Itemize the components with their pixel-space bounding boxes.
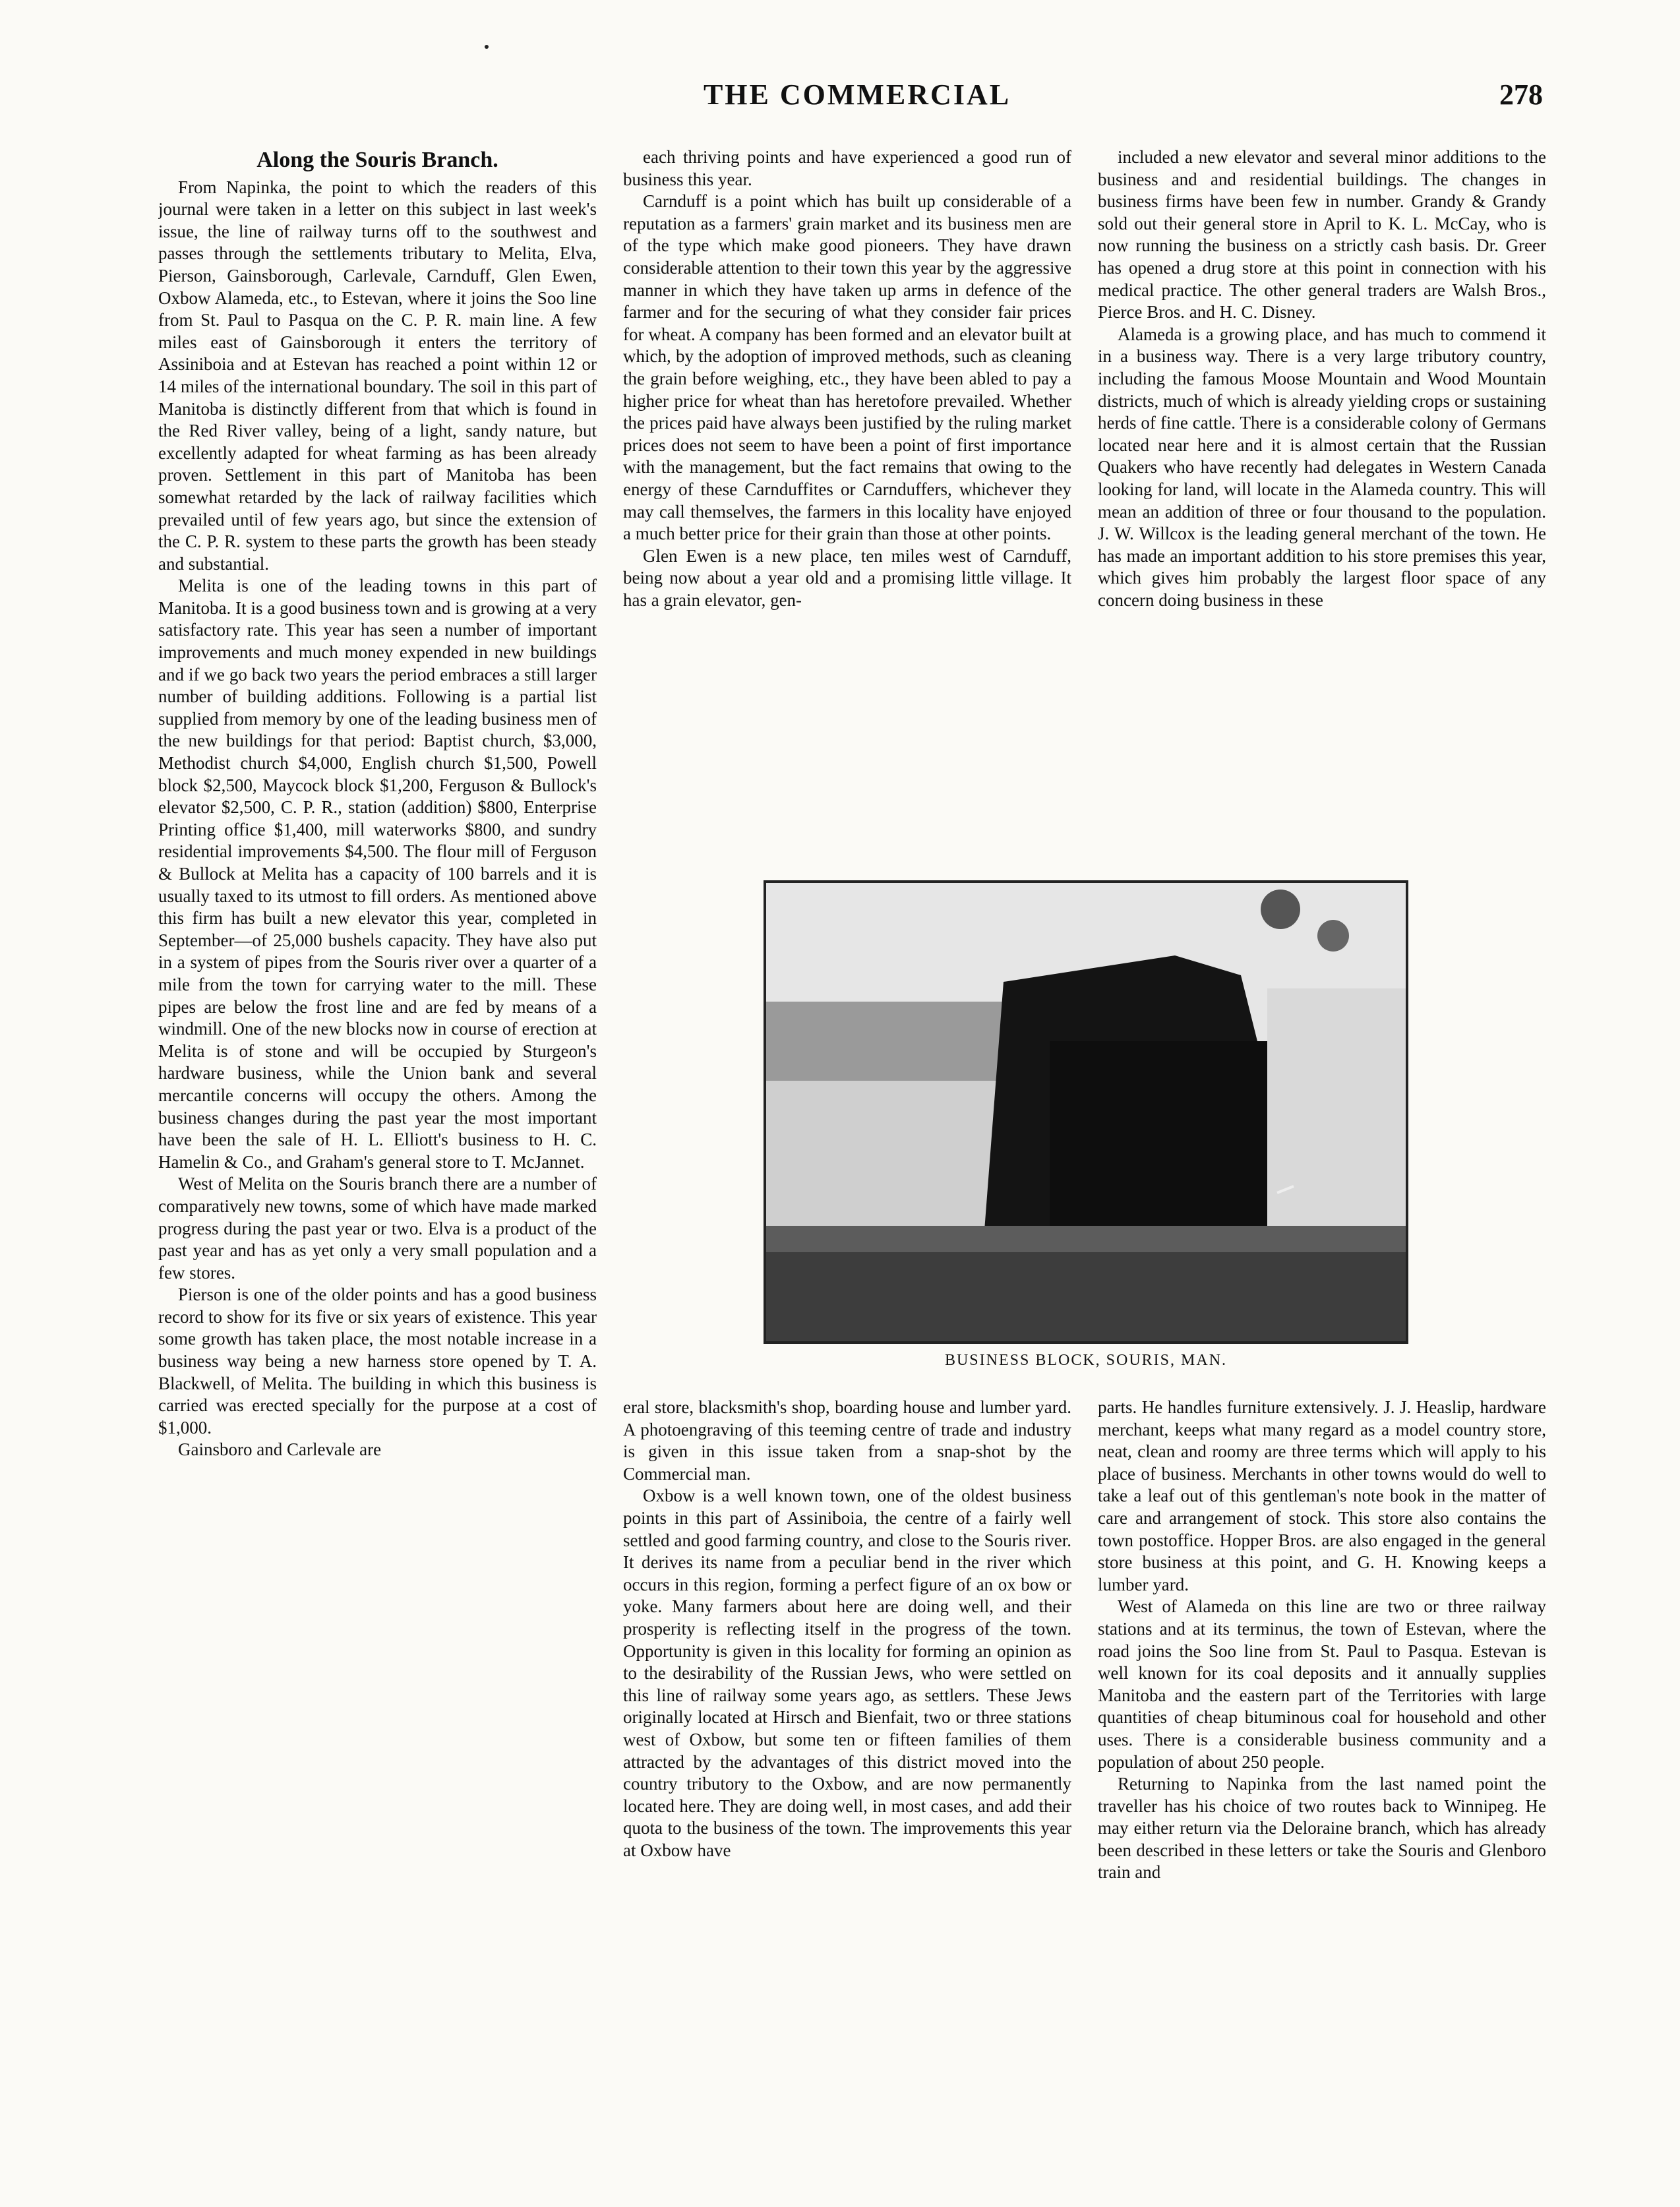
paragraph: Carnduff is a point which has built up considerable of a reputation as a farmers' grain market and its business men are of the type which make good pioneers. They have drawn considerable attention to their town this year by the aggressive manner in which they have taken up arms in defence of the farmer and for the securing of what they consider fair prices for wheat. A company has been formed and an elevator built at which, by the adoption of improved methods, such as cleaning the grain before weighing, etc., they have been abled to pay a higher price for wheat than has heretofore prevailed. Whether the prices paid have always been justified by the ruling market prices does not seem to have been a point of first importance with the management, but the fact remains that owing to the energy of these Carnduffites or Carnduffers, whichever they may call themselves, the farmers in this locality have enjoyed a much better price for their grain than those at other points.	[623, 191, 1071, 544]
paragraph: each thriving points and have experienced a good run of business this year.	[623, 147, 1071, 189]
paragraph: Oxbow is a well known town, one of the oldest business points in this part of Assiniboia, the centre of a fairly well settled and good farming country, and close to the Souris river. It derives its name from a peculiar bend in the river which occurs in this region, forming a perfect figure of an ox bow or yoke. Many farmers about here are doing well, and their prosperity is reflecting itself in the progress of the town. Opportunity is given in this locality for forming an opinion as to the desirability of the Russian Jews, who were settled on this line of railway some years ago, as settlers. These Jews originally located at Hirsch and Bienfait, two or three stations west of Oxbow, but some ten or fifteen families of them attracted by the advantages of this district moved into the country tributory to the Oxbow, and are now permanently located here. They are doing well, in most cases, and add their quota to the business of the town. The improvements this year at Oxbow have	[623, 1486, 1071, 1860]
photo-business-block	[764, 880, 1408, 1344]
paragraph: Pierson is one of the older points and has a good business record to show for its five or six years of existence. This year some growth has taken place, the most notable increase in a business way being a new harness store opened by T. A. Blackwell, of Melita. The building in which this business is carried was erected specially for the purpose at a cost of $1,000.	[158, 1285, 597, 1437]
column-right-top	[1098, 146, 1546, 885]
paragraph: West of Alameda on this line are two or three railway stations and at its terminus, the town of Estevan, where the road joins the Soo line from St. Paul to Pasqua. Estevan is well known for its coal deposits and it annually supplies Manitoba and the eastern part of the Territories with large quantities of cheap bituminous coal for household and other uses. There is a considerable business community and a population of about 250 people.	[1098, 1596, 1546, 1772]
ink-speck	[485, 45, 489, 49]
column-middle-bottom	[623, 1397, 1071, 2162]
column-middle-top	[623, 146, 1071, 885]
column-left	[158, 146, 597, 2161]
paragraph: Alameda is a growing place, and has much to commend it in a business way. There is a very large tributory country, including the famous Moose Mountain and Wood Mountain districts, much of which is already yielding crops or sustaining herds of fine cattle. There is a considerable colony of Germans located near here and it is almost certain that the Russian Quakers who have recently had delegates in Western Canada looking for land, will locate in the Alameda country. This will mean an addition of three or four thousand to the population. J. W. Willcox is the leading general merchant of the town. He has made an important addition to his store premises this year, which gives him probably the largest floor space of any concern doing business in these	[1098, 324, 1546, 610]
column-right-bottom	[1098, 1397, 1546, 2162]
paragraph: Gainsboro and Carlevale are	[178, 1439, 382, 1460]
paragraph: West of Melita on the Souris branch there are a number of comparatively new towns, some of which have made marked progress during the past year or two. Elva is a product of the past year and has as yet only a very small population and a few stores.	[158, 1174, 597, 1283]
photo-illustration	[766, 883, 1406, 1341]
page-number: 278	[1499, 78, 1543, 111]
article-headline: Along the Souris Branch.	[256, 148, 498, 172]
masthead-title: THE COMMERCIAL	[703, 78, 1011, 111]
paragraph: Glen Ewen is a new place, ten miles west of Carnduff, being now about a year old and a promising little village. It has a grain elevator, gen-	[623, 545, 1071, 610]
paragraph: From Napinka, the point to which the readers of this journal were taken in a letter on this subject in last week's issue, the line of railway turns off to the southwest and passes through the settlements tributary to Melita, Elva, Pierson, Gainsborough, Carlevale, Carnduff, Glen Ewen, Oxbow Alameda, etc., to Estevan, where it joins the Soo line from St. Paul to Pasqua on the C. P. R. main line. A few miles east of Gainsborough it enters the territory of Assiniboia and at Estevan has reached a point within 12 or 14 miles of the international boundary. The soil in this part of Manitoba is distinctly different from that which is found in the Red River valley, being of a light, sandy nature, but excellently adapted for wheat farming as has been already proven. Settlement in this part of Manitoba has been somewhat retarded by the lack of railway facilities which prevailed until of few years ago, but since the extension of the C. P. R. system to these parts the growth has been steady and substantial.	[158, 177, 597, 574]
photo-caption: BUSINESS BLOCK, SOURIS, MAN.	[944, 1352, 1228, 1369]
paragraph: parts. He handles furniture extensively. J. J. Heaslip, hardware merchant, keeps what many regard as a model country store, neat, clean and roomy are three terms which will apply to his place of business. Merchants in other towns would do well to take a leaf out of this gentleman's note book in the matter of care and arrangement of stock. This store also contains the town postoffice. Hopper Bros. are also engaged in the general store business at this point, and G. H. Knowing keeps a lumber yard.	[1098, 1397, 1546, 1594]
paragraph: included a new elevator and several minor additions to the business and and residential buildings. The changes in business firms have been few in number. Grandy & Grandy sold out their general store in April to K. L. McCay, who is now running the business on a strictly cash basis. Dr. Greer has opened a drug store at this point in connection with his medical practice. The other general traders are Walsh Bros., Pierce Bros. and H. C. Disney.	[1098, 147, 1546, 322]
paragraph: Melita is one of the leading towns in this part of Manitoba. It is a good business town and is growing at a very satisfactory rate. This year has seen a number of important improvements and much money expended in new buildings and if we go back two years the period embraces a still larger number of building additions. Following is a partial list supplied from memory by one of the leading business men of the new buildings for that period: Baptist church, $3,000, Methodist church $4,000, English church $1,500, Powell block $2,500, Maycock block $1,200, Ferguson & Bullock's elevator $2,500, C. P. R., station (addition) $800, Enterprise Printing office $1,400, mill waterworks $800, and sundry residential improvements $4,500. The flour mill of Ferguson & Bullock at Melita has a capacity of 100 barrels and it is usually taxed to its utmost to fill orders. As mentioned above this firm has built a new elevator this year, completed in September—of 25,000 bushels capacity. They have also put in a system of pipes from the Souris river over a quarter of a mile from the town for carrying water to the mill. These pipes are below the frost line and are fed by means of a windmill. One of the new blocks now in course of erection at Melita is of stone and will be occupied by Sturgeon's hardware business, while the Union bank and several mercantile concerns will occupy the others. Among the business changes during the past year the most important have been the sale of H. L. Elliott's business to H. C. Hamelin & Co., and Graham's general store to T. McJannet.	[158, 576, 597, 1172]
page-header	[158, 78, 1556, 124]
paragraph: Returning to Napinka from the last named point the traveller has his choice of two routes back to Winnipeg. He may either return via the Deloraine branch, which has already been described in these letters or take the Souris and Glenboro train and	[1098, 1774, 1546, 1883]
paragraph: eral store, blacksmith's shop, boarding house and lumber yard. A photoengraving of this teeming centre of trade and industry is given in this issue taken from a snap-shot by the Commercial man.	[623, 1397, 1071, 1484]
